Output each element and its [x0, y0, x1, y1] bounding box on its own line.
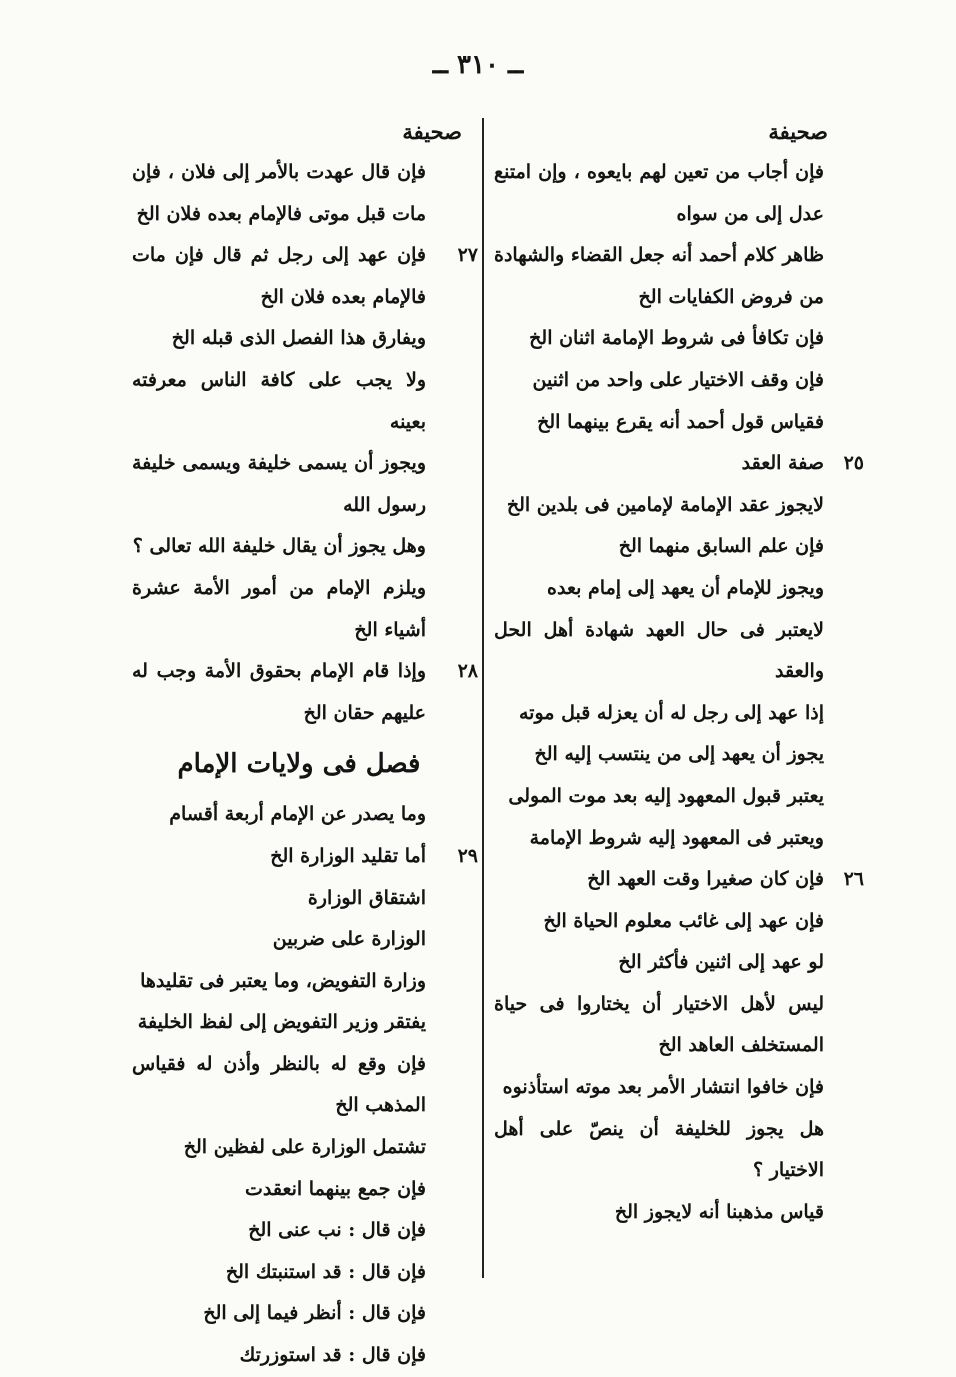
- index-entry: [494, 235, 824, 318]
- index-entry: [132, 919, 472, 961]
- entry-text: تشتمل الوزارة على لفظين الخ: [183, 1136, 426, 1159]
- index-entry: [494, 485, 824, 527]
- index-entry: [494, 984, 824, 1067]
- index-entry: [494, 818, 824, 860]
- right-column: [494, 112, 864, 1233]
- index-entry: [132, 794, 472, 836]
- index-entry: [132, 235, 478, 318]
- entry-text: فإن جمع بينهما انعقدت: [244, 1177, 426, 1200]
- index-entry: [494, 152, 824, 235]
- entry-text: ويجوز للإمام أن يعهد إلى إمام بعده: [547, 576, 824, 599]
- page-column-header: صحيفة: [768, 119, 828, 144]
- entry-text: ظاهر كلام أحمد أنه جعل القضاء والشهادة من فروض الكفايات الخ: [494, 244, 824, 308]
- entry-text: هل يجوز للخليفة أن ينصّ على أهل الاختيار ؟: [494, 1117, 824, 1182]
- index-entry: [132, 1169, 472, 1211]
- page-number: ــ ٣١٠ ــ: [432, 50, 524, 80]
- index-entry: [132, 878, 472, 920]
- page-reference-number: ٢٨: [457, 660, 478, 683]
- entry-text: فإن عهد إلى غائب معلوم الحياة الخ: [543, 909, 824, 932]
- entry-text: لو عهد إلى اثنين فأكثر الخ: [618, 951, 824, 974]
- entry-text: فإن وقع له بالنظر وأذن له فقياس المذهب الخ: [132, 1052, 426, 1117]
- page-reference-number: ٢٦: [843, 868, 864, 891]
- entry-text: فإن قال : نب عنى الخ: [248, 1219, 426, 1242]
- index-entry: [132, 961, 472, 1003]
- page-reference-number: ٢٧: [457, 244, 478, 267]
- index-entry: [132, 360, 472, 443]
- entry-text: فإن كان صغيرا وقت العهد الخ: [587, 868, 824, 891]
- entry-text: اشتقاق الوزارة: [307, 886, 426, 909]
- index-entry: [132, 568, 472, 651]
- index-entry: [132, 1044, 472, 1127]
- right-entries-list: [494, 152, 864, 1233]
- entry-text: وما يصدر عن الإمام أربعة أقسام: [169, 803, 426, 826]
- page-reference-number: ٢٥: [843, 452, 864, 475]
- entry-text: صفة العقد: [741, 452, 824, 475]
- entry-text: فإن خافوا انتشار الأمر بعد موته استأذنوه: [502, 1076, 824, 1099]
- left-entries-list: [132, 152, 478, 734]
- index-entry: [494, 776, 824, 818]
- left-entries-list-2: [132, 794, 478, 1376]
- column-divider: [482, 118, 484, 1278]
- index-entry: [494, 734, 824, 776]
- index-entry: [494, 443, 864, 485]
- index-entry: [494, 568, 824, 610]
- index-entry: [494, 402, 824, 444]
- entry-text: الوزارة على ضربين: [272, 928, 426, 951]
- index-entry: [494, 693, 824, 735]
- index-entry: [494, 526, 824, 568]
- entry-text: قياس مذهبنا أنه لايجوز الخ: [614, 1200, 824, 1223]
- section-title: فصل فى ولايات الإمام: [177, 749, 421, 780]
- entry-text: يعتبر قبول المعهود إليه بعد موت المولى: [508, 784, 824, 807]
- entry-text: وهل يجوز أن يقال خليفة الله تعالى ؟: [132, 535, 426, 558]
- index-entry: [132, 443, 472, 526]
- index-entry: [132, 651, 478, 734]
- index-entry: [494, 1109, 824, 1192]
- index-entry: [494, 1067, 824, 1109]
- entry-text: فإن علم السابق منهما الخ: [618, 535, 824, 558]
- index-entry: [494, 942, 824, 984]
- left-column: [132, 112, 478, 1377]
- entry-text: ويعتبر فى المعهود إليه شروط الإمامة: [529, 826, 824, 849]
- index-entry: [132, 1127, 472, 1169]
- entry-text: لايعتبر فى حال العهد شهادة أهل الحل والعقد: [494, 618, 824, 683]
- index-entry: [132, 526, 472, 568]
- entry-text: ويلزم الإمام من أمور الأمة عشرة أشياء الخ: [132, 576, 426, 641]
- index-entry: [494, 901, 824, 943]
- index-entry: [132, 1252, 472, 1294]
- entry-text: فإن وقف الاختيار على واحد من اثنين: [532, 368, 824, 391]
- entry-text: وزارة التفويض، وما يعتبر فى تقليدها: [140, 969, 426, 992]
- entry-text: أما تقليد الوزارة الخ: [270, 844, 426, 867]
- page-reference-number: ٢٩: [457, 844, 478, 867]
- index-entry: [132, 1293, 472, 1335]
- entry-text: فإن أجاب من تعين لهم بايعوه ، وإن امتنع عدل إلى من سواه: [494, 161, 824, 225]
- entry-text: ليس لأهل الاختيار أن يختاروا فى حياة المستخلف العاهد الخ: [494, 992, 824, 1057]
- index-entry: [494, 318, 824, 360]
- entry-text: وإذا قام الإمام بحقوق الأمة وجب له عليهم حقان الخ: [132, 660, 426, 724]
- entry-text: فإن قال : أنظر فيما إلى الخ: [203, 1302, 426, 1325]
- entry-text: ويفارق هذا الفصل الذى قبله الخ: [171, 327, 426, 350]
- index-entry: [132, 1210, 472, 1252]
- entry-text: فقياس قول أحمد أنه يقرع بينهما الخ: [537, 410, 824, 433]
- index-entry: [132, 318, 472, 360]
- entry-text: يفتقر وزير التفويض إلى لفظ الخليفة: [137, 1011, 426, 1034]
- entry-text: فإن تكافأ فى شروط الإمامة اثنان الخ: [529, 327, 824, 350]
- index-entry: [494, 859, 864, 901]
- entry-text: ويجوز أن يسمى خليفة ويسمى خليفة رسول الله: [132, 452, 426, 516]
- index-entry: [494, 610, 824, 693]
- entry-text: فإن قال : قد استنبتك الخ: [225, 1260, 426, 1283]
- index-entry: [494, 1192, 824, 1234]
- index-entry: [494, 360, 824, 402]
- entry-text: يجوز أن يعهد إلى من ينتسب إليه الخ: [534, 743, 824, 766]
- entry-text: إذا عهد إلى رجل له أن يعزله قبل موته: [518, 701, 824, 724]
- entry-text: فإن عهد إلى رجل ثم قال فإن مات فالإمام بعده فلان الخ: [132, 244, 426, 308]
- entry-text: فإن قال عهدت بالأمر إلى فلان ، فإن مات قبل موتى فالإمام بعده فلان الخ: [132, 161, 426, 225]
- index-entry: [132, 152, 472, 235]
- page-column-header: صحيفة: [402, 119, 462, 144]
- index-entry: [132, 1002, 472, 1044]
- entry-text: لايجوز عقد الإمامة لإمامين فى بلدين الخ: [506, 493, 824, 516]
- entry-text: ولا يجب على كافة الناس معرفته بعينه: [132, 368, 426, 433]
- index-entry: [132, 1335, 472, 1377]
- index-entry: [132, 836, 478, 878]
- entry-text: فإن قال : قد استوزرتك: [239, 1344, 426, 1367]
